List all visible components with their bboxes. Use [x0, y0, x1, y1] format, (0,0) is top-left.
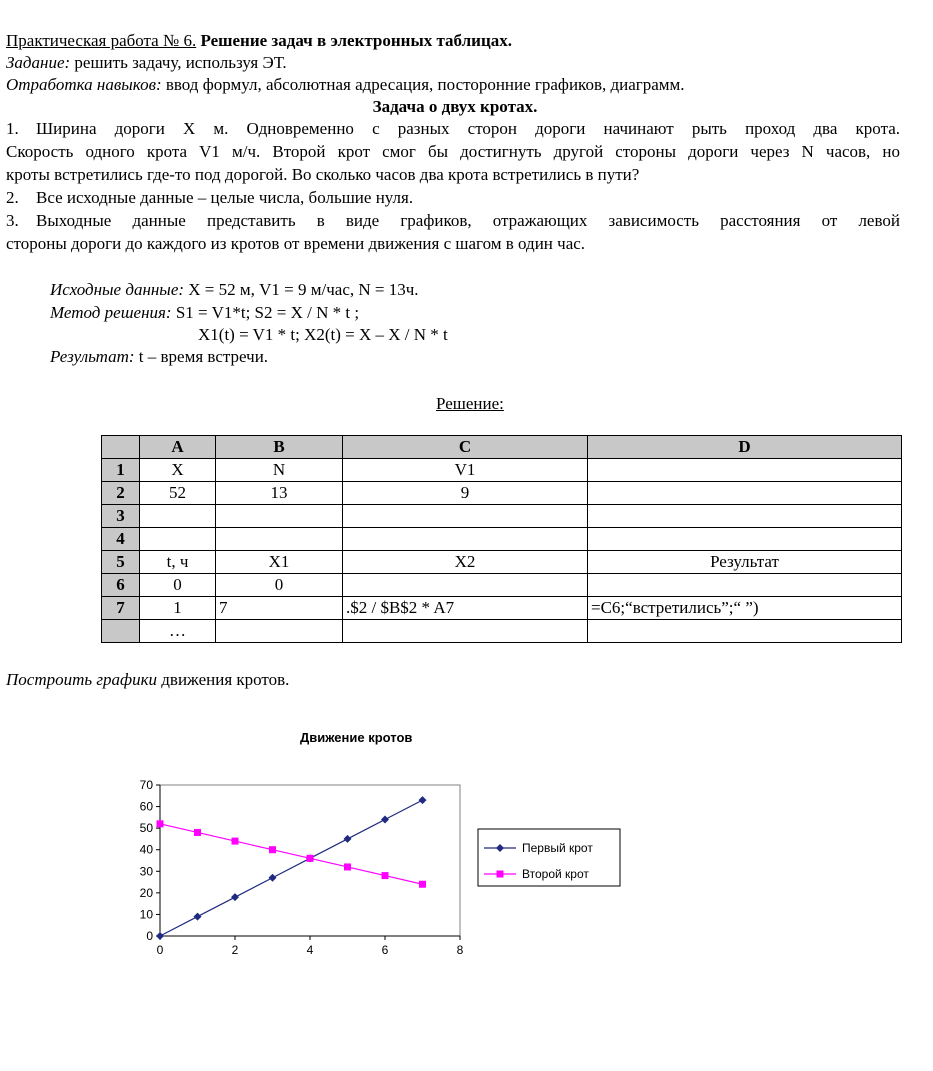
row-header[interactable]: 1: [102, 459, 140, 482]
item-1-line-1: Ширина дороги X м. Одновременно с разных сторон дороги начинают рыть проход два крота.: [36, 119, 900, 138]
data-point: [157, 820, 164, 827]
row-header[interactable]: 3: [102, 505, 140, 528]
data-point: [344, 863, 351, 870]
skills-line: Отработка навыков: ввод формул, абсолютная адресация, посторонние графиков, диаграмм.: [6, 75, 685, 94]
column-header-d[interactable]: D: [588, 436, 902, 459]
cell[interactable]: =C6;“встретились”;“ ”): [588, 597, 902, 620]
column-header-row: [102, 436, 902, 459]
legend-label: Первый крот: [522, 841, 593, 855]
input-data-line: Исходные данные: X = 52 м, V1 = 9 м/час, N = 13ч.: [50, 280, 419, 299]
data-point: [497, 871, 504, 878]
formula-line: X1(t) = V1 * t; X2(t) = X – X / N * t: [198, 325, 448, 344]
data-point: [381, 816, 389, 824]
y-tick-label: 50: [139, 821, 153, 836]
problem-heading: Задача о двух кротах.: [372, 97, 538, 116]
cell[interactable]: 0: [140, 574, 216, 597]
data-point: [269, 874, 277, 882]
result-line: Результат: t – время встречи.: [50, 347, 269, 366]
line-chart: [0, 760, 933, 990]
cell[interactable]: [588, 505, 902, 528]
data-point: [344, 835, 352, 843]
x-tick-label: 4: [306, 943, 314, 957]
item-2-line-1: Все исходные данные – целые числа, большие нуля.: [36, 188, 414, 207]
cell[interactable]: [343, 528, 588, 551]
y-tick-label: 70: [139, 778, 153, 792]
cell[interactable]: [588, 574, 902, 597]
corner-cell[interactable]: [102, 436, 140, 459]
cell[interactable]: [588, 459, 902, 482]
x-tick-label: 8: [456, 943, 464, 957]
cell[interactable]: 1: [140, 597, 216, 620]
cell[interactable]: [588, 528, 902, 551]
cell[interactable]: Результат: [588, 551, 902, 574]
x-tick-label: 2: [231, 943, 239, 957]
data-point: [269, 846, 276, 853]
table-row: [102, 459, 902, 482]
cell[interactable]: X1: [216, 551, 343, 574]
item-2-num: 2.: [6, 188, 19, 207]
cell[interactable]: [588, 620, 902, 643]
cell[interactable]: 0: [216, 574, 343, 597]
row-header[interactable]: 6: [102, 574, 140, 597]
data-point: [307, 855, 314, 862]
plot-instruction: Построить графики движения кротов.: [6, 670, 290, 689]
y-tick-label: 30: [139, 864, 153, 879]
table-row: [102, 528, 902, 551]
table-row: [102, 620, 902, 643]
cell[interactable]: 13: [216, 482, 343, 505]
column-header-c[interactable]: C: [343, 436, 588, 459]
row-header[interactable]: [102, 620, 140, 643]
cell[interactable]: 7: [216, 597, 343, 620]
item-1-num: 1.: [6, 119, 19, 138]
row-header[interactable]: 2: [102, 482, 140, 505]
item-3-line-1: Выходные данные представить в виде графиков, отражающих зависимость расстояния от левой: [36, 211, 900, 230]
cell[interactable]: 52: [140, 482, 216, 505]
y-tick-label: 10: [139, 907, 153, 922]
table-row: [102, 597, 902, 620]
cell[interactable]: .$2 / $B$2 * A7: [343, 597, 588, 620]
spreadsheet-table: [101, 435, 902, 643]
item-1-line-3: кроты встретились где-то под дорогой. Во сколько часов два крота встретились в пути?: [6, 165, 640, 184]
column-header-b[interactable]: B: [216, 436, 343, 459]
table-row: [102, 551, 902, 574]
row-header[interactable]: 5: [102, 551, 140, 574]
cell[interactable]: X: [140, 459, 216, 482]
series-2: [157, 820, 427, 887]
cell[interactable]: N: [216, 459, 343, 482]
cell[interactable]: [588, 482, 902, 505]
cell[interactable]: [140, 528, 216, 551]
legend-label: Второй крот: [522, 867, 589, 881]
cell[interactable]: [140, 505, 216, 528]
table-row: [102, 482, 902, 505]
table-row: [102, 574, 902, 597]
method-line: Метод решения: S1 = V1*t; S2 = X / N * t ;: [50, 303, 360, 322]
item-1-line-2: Скорость одного крота V1 м/ч. Второй крот смог бы достигнуть другой стороны дороги через N часов, но: [6, 142, 900, 161]
cell[interactable]: …: [140, 620, 216, 643]
data-point: [231, 893, 239, 901]
task-line: Задание: решить задачу, используя ЭТ.: [6, 53, 287, 72]
item-3-line-2: стороны дороги до каждого из кротов от времени движения с шагом в один час.: [6, 234, 586, 253]
y-tick-label: 20: [139, 885, 153, 900]
cell[interactable]: X2: [343, 551, 588, 574]
y-tick-label: 40: [139, 842, 153, 857]
data-point: [232, 838, 239, 845]
data-point: [194, 829, 201, 836]
column-header-a[interactable]: A: [140, 436, 216, 459]
cell[interactable]: [343, 574, 588, 597]
series-1: [156, 796, 427, 940]
data-point: [194, 913, 202, 921]
cell[interactable]: [343, 620, 588, 643]
item-3-num: 3.: [6, 211, 19, 230]
cell[interactable]: [216, 528, 343, 551]
y-tick-label: 0: [146, 929, 153, 943]
cell[interactable]: V1: [343, 459, 588, 482]
cell[interactable]: t, ч: [140, 551, 216, 574]
row-header[interactable]: 4: [102, 528, 140, 551]
cell[interactable]: [343, 505, 588, 528]
x-tick-label: 0: [156, 943, 164, 957]
data-point: [382, 872, 389, 879]
solution-heading: Решение:: [436, 394, 504, 413]
practical-work-title: Практическая работа № 6. Решение задач в электронных таблицах.: [6, 31, 512, 50]
cell[interactable]: [216, 620, 343, 643]
x-tick-label: 6: [381, 943, 389, 957]
data-point: [419, 881, 426, 888]
cell[interactable]: [216, 505, 343, 528]
row-header[interactable]: 7: [102, 597, 140, 620]
data-point: [419, 796, 427, 804]
cell[interactable]: 9: [343, 482, 588, 505]
data-point: [156, 932, 164, 940]
table-row: [102, 505, 902, 528]
y-tick-label: 60: [139, 799, 153, 814]
chart-title: Движение кротов: [300, 730, 413, 745]
